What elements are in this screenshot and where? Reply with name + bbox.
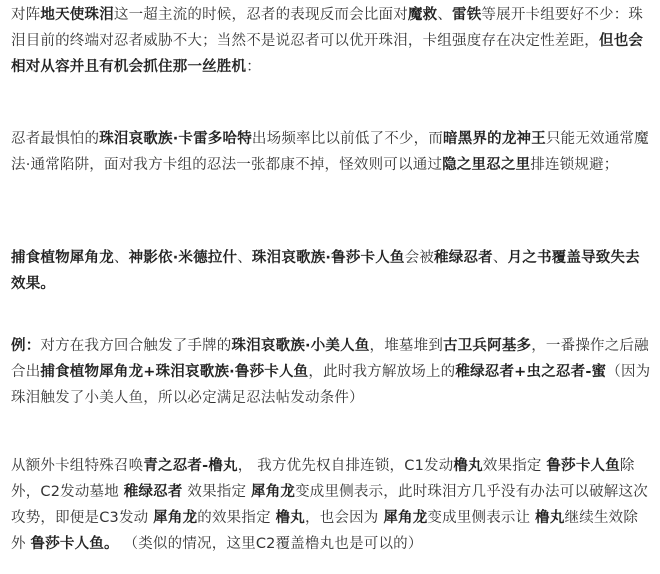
text-segment: 继续生效除外 <box>11 510 639 552</box>
bold-term: 犀角龙 <box>153 510 198 526</box>
bold-term: 但也会相对从容并且有机会抓住那一丝胜机 <box>11 33 644 75</box>
text-segment: 变成里侧表示，此时珠泪方几乎没有办法可以破解这次攻势，即便是C3发动 <box>11 484 648 526</box>
text-segment: 对阵 <box>11 7 41 23</box>
text-segment: 等展开卡组要好不少：珠泪目前的终端对忍者威胁不大；当然不是说忍者可以优开珠泪，卡组强度存在决定性差距， <box>11 7 644 49</box>
text-segment: 从额外卡组特殊召唤 <box>11 458 144 474</box>
bold-term: 稚绿忍者+虫之忍者-蜜 <box>455 364 607 380</box>
bold-term: 稚绿忍者 <box>123 484 183 500</box>
bold-term: 青之忍者-橹丸 <box>143 458 238 474</box>
text-segment: 排连锁规避； <box>530 157 619 173</box>
paragraph-2 <box>11 126 652 178</box>
bold-term: 鲁莎卡人鱼 <box>30 536 105 552</box>
bold-term: 橹丸 <box>535 510 565 526</box>
bold-term: 古卫兵阿基多 <box>443 338 532 354</box>
bold-term: 犀角龙 <box>251 484 296 500</box>
bold-term: 暗黑界的龙神王 <box>443 131 546 147</box>
text-segment: 出场频率比以前低了不少，而 <box>251 131 444 147</box>
bold-term: 橹丸 <box>275 510 305 526</box>
text-segment: 、 <box>492 250 508 266</box>
paragraph-3 <box>11 245 652 297</box>
text-segment: 会被 <box>404 250 435 266</box>
bold-term: 犀角龙 <box>383 510 428 526</box>
bold-term: 雷铁 <box>452 7 482 23</box>
bold-term: 捕食植物犀角龙 <box>11 250 114 266</box>
text-segment: ，一番操作之后融合出 <box>11 338 649 380</box>
text-segment: 除外，C2发动墓地 <box>11 458 635 500</box>
text-segment: 只能无效通常魔法·通常陷阱，面对我方卡组的忍法一张都康不掉，怪效则可以通过 <box>11 131 649 173</box>
text-segment: 、 <box>113 250 129 266</box>
bold-term: 隐之里忍之里 <box>442 157 531 173</box>
text-segment: ，堆墓堆到 <box>369 338 444 354</box>
text-segment: ， 我方优先权自排连锁，C1发动 <box>237 458 454 474</box>
bold-term: 月之书 <box>507 250 552 266</box>
text-segment: 效果指定 <box>482 458 547 474</box>
bold-term: 鲁莎卡人鱼 <box>546 458 620 474</box>
text-segment: 这一超主流的时候，忍者的表现反而会比面对 <box>113 7 408 23</box>
paragraph-4-example <box>11 333 652 411</box>
bold-term: 。 <box>104 536 119 552</box>
bold-term: 捕食植物犀角龙+珠泪哀歌族·鲁莎卡人鱼 <box>40 364 309 380</box>
text-segment: 忍者最惧怕的 <box>11 131 100 147</box>
text-segment: 对方在我方回合触发了手牌的 <box>40 338 232 354</box>
bold-term: 稚绿忍者 <box>434 250 493 266</box>
text-segment: （因为珠泪触发了小美人鱼，所以必定满足忍法帖发动条件） <box>11 364 651 406</box>
paragraph-5 <box>11 453 652 557</box>
text-segment: 效果指定 <box>182 484 251 500</box>
bold-term: 例： <box>11 338 41 354</box>
text-segment: 、 <box>237 250 252 266</box>
text-segment: ，此时我方解放场上的 <box>308 364 456 380</box>
bold-term: 橹丸 <box>453 458 483 474</box>
bold-term: 珠泪哀歌族·鲁莎卡人鱼 <box>251 250 405 266</box>
text-segment: ，也会因为 <box>305 510 384 526</box>
bold-term: 珠泪哀歌族·小美人鱼 <box>231 338 370 354</box>
text-segment: （类似的情况，这里C2覆盖橹丸也是可以的） <box>118 536 423 552</box>
bold-term: 魔救 <box>407 7 438 23</box>
bold-term: 珠泪哀歌族·卡雷多哈特 <box>99 131 252 147</box>
paragraph-1 <box>11 2 652 80</box>
bold-term: 覆盖导致失去效果。 <box>11 250 640 292</box>
bold-term: 神影依·米德拉什 <box>128 250 238 266</box>
bold-term: 地天使珠泪 <box>40 7 114 23</box>
text-segment: 变成里侧表示让 <box>427 510 536 526</box>
text-segment: 、 <box>437 7 453 23</box>
text-segment: ： <box>246 59 261 75</box>
text-segment: 的效果指定 <box>197 510 276 526</box>
